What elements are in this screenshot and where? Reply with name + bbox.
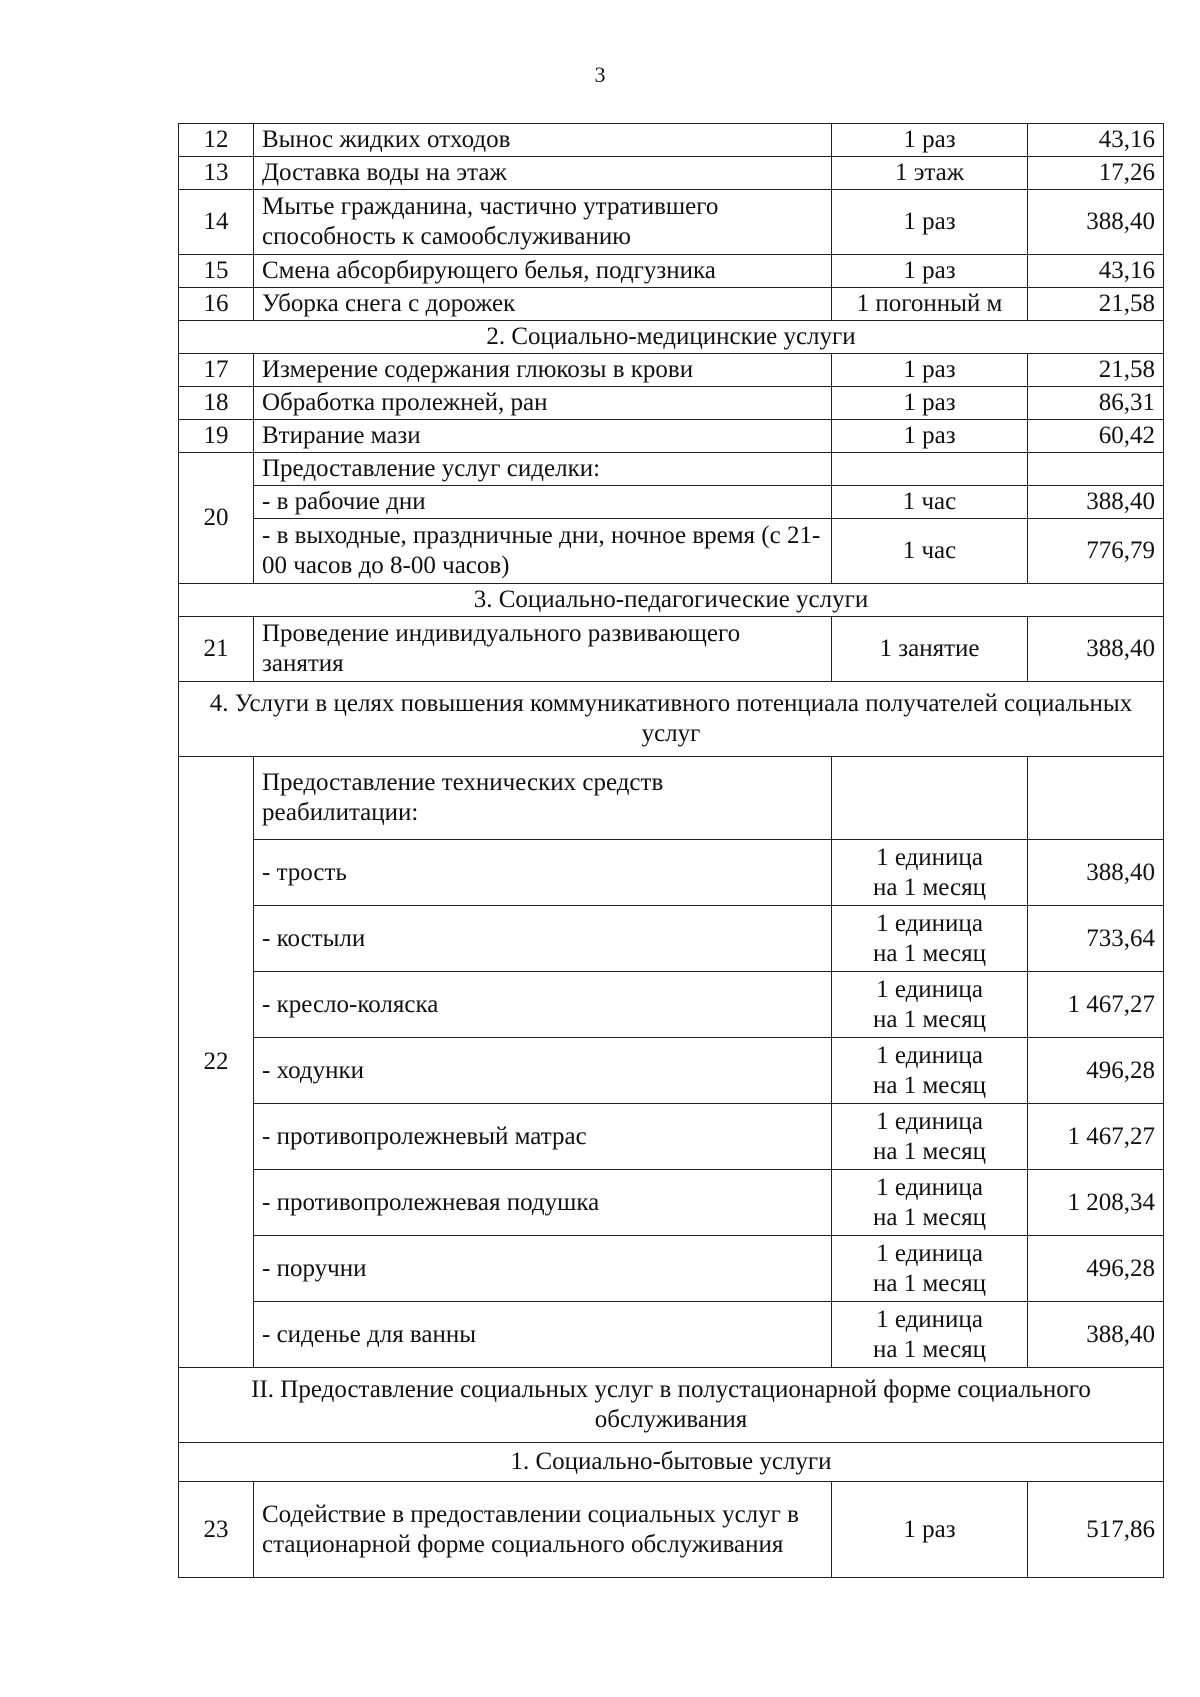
- unit-line: 1 единица: [876, 1041, 983, 1069]
- section-row: [179, 584, 1164, 617]
- unit-line: 1 единица: [876, 1239, 983, 1267]
- service-name: Измерение содержания глюкозы в крови: [254, 354, 832, 387]
- row-number: 17: [179, 354, 254, 387]
- service-price: 388,40: [1028, 486, 1164, 519]
- service-price: 60,42: [1028, 420, 1164, 453]
- service-name: Предоставление технических средств реабилитации:: [254, 757, 832, 840]
- service-price: [1028, 453, 1164, 486]
- tariff-table: [178, 123, 1164, 1578]
- service-subname: - кресло-коляска: [254, 972, 832, 1038]
- unit-line: 1 единица: [876, 975, 983, 1003]
- unit-line: на 1 месяц: [873, 1335, 986, 1363]
- row-number: 20: [179, 453, 254, 584]
- row-number: 22: [179, 757, 254, 1368]
- table-row: [179, 255, 1164, 288]
- service-unit: 1 раз: [832, 255, 1028, 288]
- section-heading: 3. Социально-педагогические услуги: [179, 584, 1164, 617]
- table-subrow: [179, 1302, 1164, 1368]
- service-name: Предоставление услуг сиделки:: [254, 453, 832, 486]
- row-number: 19: [179, 420, 254, 453]
- table-subrow: [179, 972, 1164, 1038]
- service-price: 17,26: [1028, 157, 1164, 190]
- service-unit: [832, 1236, 1028, 1302]
- section-row: [179, 682, 1164, 757]
- service-subname: - в выходные, праздничные дни, ночное время (с 21-00 часов до 8-00 часов): [254, 519, 832, 584]
- service-unit: [832, 972, 1028, 1038]
- service-unit: 1 раз: [832, 190, 1028, 255]
- service-price: 86,31: [1028, 387, 1164, 420]
- table-row: [179, 1482, 1164, 1578]
- table-subrow: [179, 1236, 1164, 1302]
- service-price: 496,28: [1028, 1236, 1164, 1302]
- service-price: 496,28: [1028, 1038, 1164, 1104]
- service-unit: 1 раз: [832, 1482, 1028, 1578]
- service-name: Уборка снега с дорожек: [254, 288, 832, 321]
- unit-line: 1 единица: [876, 843, 983, 871]
- unit-line: на 1 месяц: [873, 1137, 986, 1165]
- table-row: [179, 757, 1164, 840]
- service-name: Вынос жидких отходов: [254, 124, 832, 157]
- table-subrow: [179, 1170, 1164, 1236]
- table-row: [179, 124, 1164, 157]
- service-unit: 1 погонный м: [832, 288, 1028, 321]
- table-row: [179, 420, 1164, 453]
- table-row: [179, 354, 1164, 387]
- section-row: [179, 1368, 1164, 1443]
- service-unit: [832, 1038, 1028, 1104]
- service-price: 43,16: [1028, 124, 1164, 157]
- row-number: 21: [179, 617, 254, 682]
- service-name: Смена абсорбирующего белья, подгузника: [254, 255, 832, 288]
- service-unit: 1 занятие: [832, 617, 1028, 682]
- service-subname: - в рабочие дни: [254, 486, 832, 519]
- section-heading: 4. Услуги в целях повышения коммуникативного потенциала получателей социальных услуг: [179, 682, 1164, 757]
- row-number: 23: [179, 1482, 254, 1578]
- service-price: 733,64: [1028, 906, 1164, 972]
- service-price: 21,58: [1028, 288, 1164, 321]
- service-unit: 1 раз: [832, 420, 1028, 453]
- service-unit: [832, 1104, 1028, 1170]
- section-heading: II. Предоставление социальных услуг в полустационарной форме социального обслуживания: [179, 1368, 1164, 1443]
- unit-line: на 1 месяц: [873, 939, 986, 967]
- row-number: 12: [179, 124, 254, 157]
- service-price: 388,40: [1028, 840, 1164, 906]
- service-price: 388,40: [1028, 190, 1164, 255]
- service-price: 1 467,27: [1028, 972, 1164, 1038]
- section-heading: 1. Социально-бытовые услуги: [179, 1443, 1164, 1482]
- service-unit: 1 раз: [832, 354, 1028, 387]
- section-heading: 2. Социально-медицинские услуги: [179, 321, 1164, 354]
- service-price: 517,86: [1028, 1482, 1164, 1578]
- unit-line: на 1 месяц: [873, 1005, 986, 1033]
- table-subrow: [179, 840, 1164, 906]
- service-name: Мытье гражданина, частично утратившего способность к самообслуживанию: [254, 190, 832, 255]
- service-price: 1 208,34: [1028, 1170, 1164, 1236]
- unit-line: на 1 месяц: [873, 873, 986, 901]
- service-price: 776,79: [1028, 519, 1164, 584]
- unit-line: на 1 месяц: [873, 1269, 986, 1297]
- service-subname: - поручни: [254, 1236, 832, 1302]
- unit-line: 1 единица: [876, 909, 983, 937]
- service-unit: [832, 1302, 1028, 1368]
- unit-line: 1 единица: [876, 1107, 983, 1135]
- table-row: [179, 190, 1164, 255]
- table-subrow: [179, 906, 1164, 972]
- unit-line: 1 единица: [876, 1305, 983, 1333]
- table-row: [179, 288, 1164, 321]
- row-number: 14: [179, 190, 254, 255]
- unit-line: 1 единица: [876, 1173, 983, 1201]
- service-subname: - костыли: [254, 906, 832, 972]
- service-price: 1 467,27: [1028, 1104, 1164, 1170]
- table-row: [179, 157, 1164, 190]
- section-row: [179, 1443, 1164, 1482]
- service-price: 388,40: [1028, 1302, 1164, 1368]
- service-name: Доставка воды на этаж: [254, 157, 832, 190]
- service-unit: [832, 453, 1028, 486]
- service-name: Обработка пролежней, ран: [254, 387, 832, 420]
- service-unit: 1 этаж: [832, 157, 1028, 190]
- unit-line: на 1 месяц: [873, 1071, 986, 1099]
- service-subname: - противопролежневый матрас: [254, 1104, 832, 1170]
- service-unit: [832, 840, 1028, 906]
- row-number: 18: [179, 387, 254, 420]
- service-price: 388,40: [1028, 617, 1164, 682]
- service-unit: [832, 1170, 1028, 1236]
- service-subname: - противопролежневая подушка: [254, 1170, 832, 1236]
- service-price: [1028, 757, 1164, 840]
- service-unit: [832, 906, 1028, 972]
- table-row: [179, 453, 1164, 486]
- table-subrow: [179, 486, 1164, 519]
- table-subrow: [179, 519, 1164, 584]
- service-unit: 1 час: [832, 486, 1028, 519]
- table-subrow: [179, 1038, 1164, 1104]
- service-unit: 1 раз: [832, 387, 1028, 420]
- service-name: Содействие в предоставлении социальных услуг в стационарной форме социального обслуживания: [254, 1482, 832, 1578]
- service-price: 21,58: [1028, 354, 1164, 387]
- service-subname: - трость: [254, 840, 832, 906]
- service-price: 43,16: [1028, 255, 1164, 288]
- service-subname: - ходунки: [254, 1038, 832, 1104]
- table-row: [179, 617, 1164, 682]
- section-row: [179, 321, 1164, 354]
- row-number: 13: [179, 157, 254, 190]
- row-number: 15: [179, 255, 254, 288]
- service-subname: - сиденье для ванны: [254, 1302, 832, 1368]
- service-unit: 1 раз: [832, 124, 1028, 157]
- service-name: Втирание мази: [254, 420, 832, 453]
- row-number: 16: [179, 288, 254, 321]
- service-name: Проведение индивидуального развивающего занятия: [254, 617, 832, 682]
- unit-line: на 1 месяц: [873, 1203, 986, 1231]
- page-number: 3: [594, 62, 606, 87]
- service-unit: [832, 757, 1028, 840]
- service-unit: 1 час: [832, 519, 1028, 584]
- table-subrow: [179, 1104, 1164, 1170]
- table-row: [179, 387, 1164, 420]
